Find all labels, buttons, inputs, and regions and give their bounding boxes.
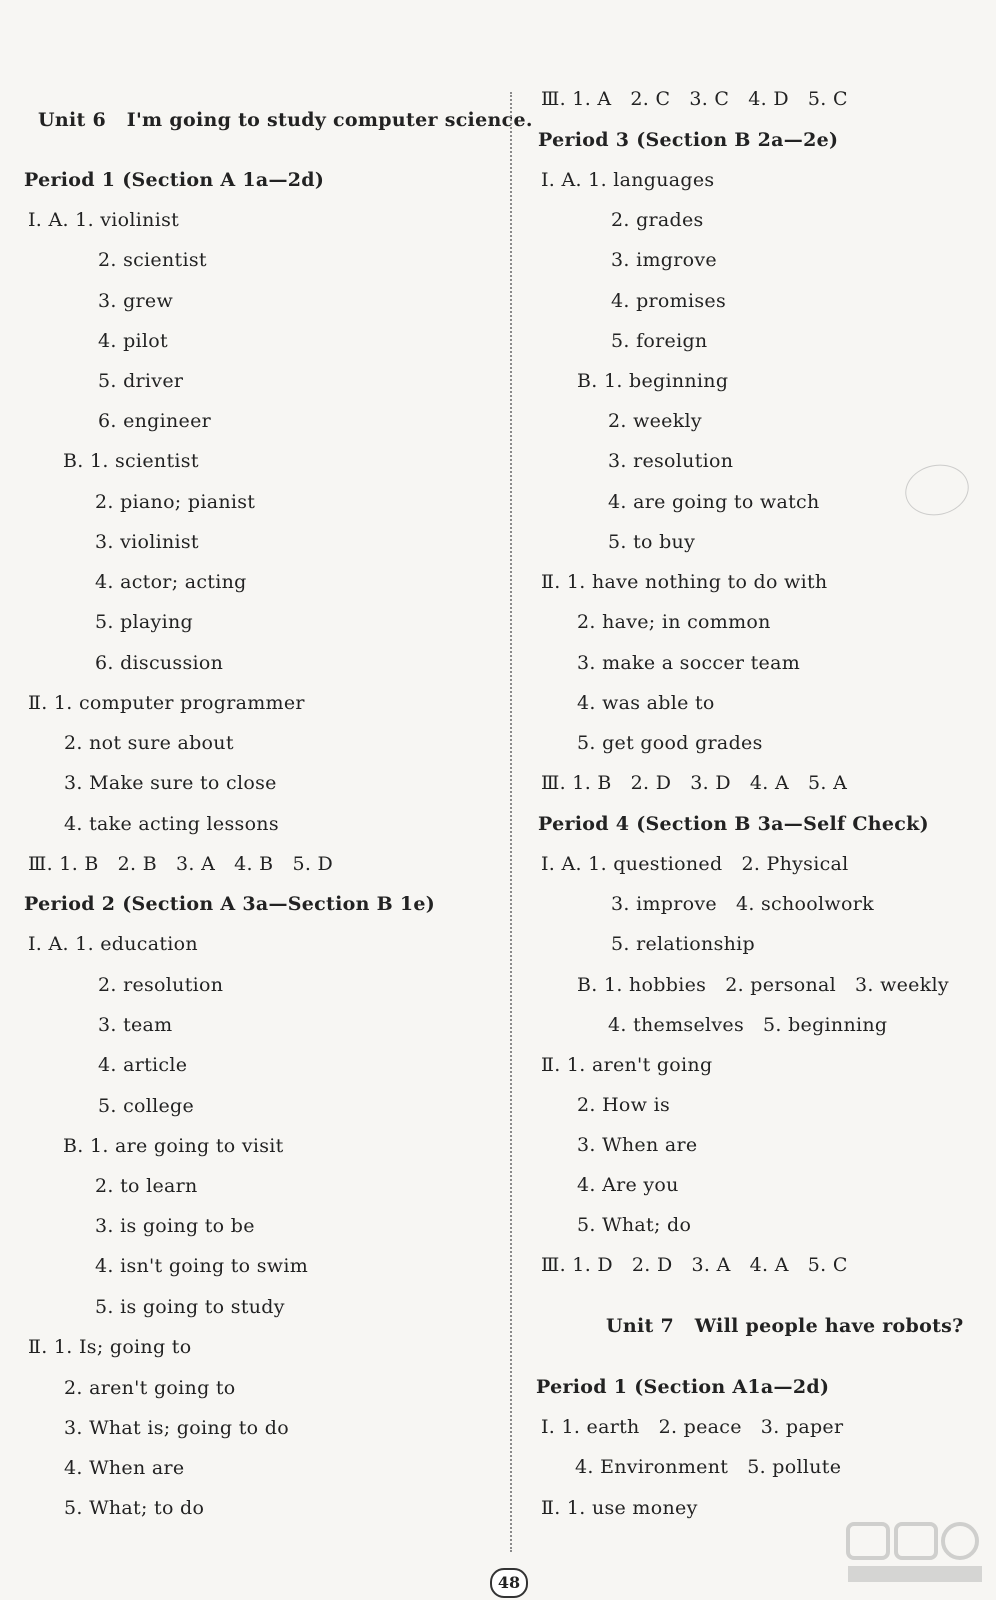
right-line-33: Ⅰ. 1. earth 2. peace 3. paper (541, 1416, 844, 1438)
left-line-28: 3. is going to be (95, 1215, 255, 1237)
left-line-13: 5. playing (95, 611, 193, 633)
right-line-25: Ⅱ. 1. aren't going (541, 1054, 713, 1076)
right-line-31: Unit 7 Will people have robots? (606, 1315, 964, 1337)
stamp-mark (901, 459, 974, 521)
right-line-15: 3. make a soccer team (577, 652, 801, 674)
right-line-7: 5. foreign (611, 330, 708, 352)
left-line-15: Ⅱ. 1. computer programmer (28, 692, 305, 714)
right-line-29: 5. What; do (577, 1214, 692, 1236)
left-line-29: 4. isn't going to swim (95, 1255, 309, 1277)
left-line-5: 3. grew (98, 290, 174, 312)
right-line-17: 5. get good grades (577, 732, 763, 754)
right-line-22: 5. relationship (611, 933, 756, 955)
right-line-16: 4. was able to (577, 692, 715, 714)
right-line-4: 2. grades (611, 209, 704, 231)
right-line-24: 4. themselves 5. beginning (608, 1014, 888, 1036)
left-line-26: B. 1. are going to visit (63, 1135, 284, 1157)
left-line-22: 2. resolution (98, 974, 224, 996)
right-line-6: 4. promises (611, 290, 726, 312)
left-line-32: 2. aren't going to (64, 1377, 236, 1399)
left-line-9: B. 1. scientist (63, 450, 199, 472)
left-line-20: Period 2 (Section A 3a—Section B 1e) (24, 893, 436, 915)
left-line-16: 2. not sure about (64, 732, 234, 754)
left-line-18: 4. take acting lessons (64, 813, 279, 835)
left-line-4: 2. scientist (98, 249, 207, 271)
left-line-24: 4. article (98, 1054, 188, 1076)
left-line-25: 5. college (98, 1095, 195, 1117)
right-line-21: 3. improve 4. schoolwork (611, 893, 874, 915)
right-line-14: 2. have; in common (577, 611, 771, 633)
right-line-1: Ⅲ. 1. A 2. C 3. C 4. D 5. C (541, 88, 848, 110)
left-line-10: 2. piano; pianist (95, 491, 256, 513)
right-line-3: Ⅰ. A. 1. languages (541, 169, 715, 191)
left-line-17: 3. Make sure to close (64, 772, 277, 794)
left-line-34: 4. When are (64, 1457, 185, 1479)
left-line-23: 3. team (98, 1014, 173, 1036)
right-line-32: Period 1 (Section A1a—2d) (536, 1376, 830, 1398)
right-line-8: B. 1. beginning (577, 370, 729, 392)
right-line-10: 3. resolution (608, 450, 734, 472)
left-line-8: 6. engineer (98, 410, 211, 432)
left-line-33: 3. What is; going to do (64, 1417, 289, 1439)
right-line-26: 2. How is (577, 1094, 671, 1116)
page-number: 48 (490, 1568, 528, 1598)
left-line-11: 3. violinist (95, 531, 199, 553)
right-line-5: 3. imgrove (611, 249, 717, 271)
left-line-12: 4. actor; acting (95, 571, 247, 593)
right-line-18: Ⅲ. 1. B 2. D 3. D 4. A 5. A (541, 772, 848, 794)
right-line-20: Ⅰ. A. 1. questioned 2. Physical (541, 853, 849, 875)
right-line-11: 4. are going to watch (608, 491, 820, 513)
right-line-35: Ⅱ. 1. use money (541, 1497, 698, 1519)
left-line-35: 5. What; to do (64, 1497, 205, 1519)
left-line-3: Ⅰ. A. 1. violinist (28, 209, 180, 231)
right-line-34: 4. Environment 5. pollute (575, 1456, 842, 1478)
left-line-7: 5. driver (98, 370, 184, 392)
left-line-27: 2. to learn (95, 1175, 198, 1197)
right-line-13: Ⅱ. 1. have nothing to do with (541, 571, 828, 593)
right-line-9: 2. weekly (608, 410, 702, 432)
left-line-14: 6. discussion (95, 652, 224, 674)
right-line-2: Period 3 (Section B 2a—2e) (538, 129, 839, 151)
left-line-30: 5. is going to study (95, 1296, 285, 1318)
left-line-1: Unit 6 I'm going to study computer science. (38, 109, 533, 131)
right-line-19: Period 4 (Section B 3a—Self Check) (538, 813, 929, 835)
right-line-30: Ⅲ. 1. D 2. D 3. A 4. A 5. C (541, 1254, 848, 1276)
left-line-31: Ⅱ. 1. Is; going to (28, 1336, 192, 1358)
right-line-27: 3. When are (577, 1134, 698, 1156)
right-line-23: B. 1. hobbies 2. personal 3. weekly (577, 974, 949, 996)
right-line-28: 4. Are you (577, 1174, 679, 1196)
left-line-21: Ⅰ. A. 1. education (28, 933, 198, 955)
left-line-2: Period 1 (Section A 1a—2d) (24, 169, 325, 191)
watermark-logo (840, 1518, 990, 1588)
right-line-12: 5. to buy (608, 531, 696, 553)
left-line-19: Ⅲ. 1. B 2. B 3. A 4. B 5. D (28, 853, 334, 875)
left-line-6: 4. pilot (98, 330, 168, 352)
column-divider (510, 92, 512, 1552)
